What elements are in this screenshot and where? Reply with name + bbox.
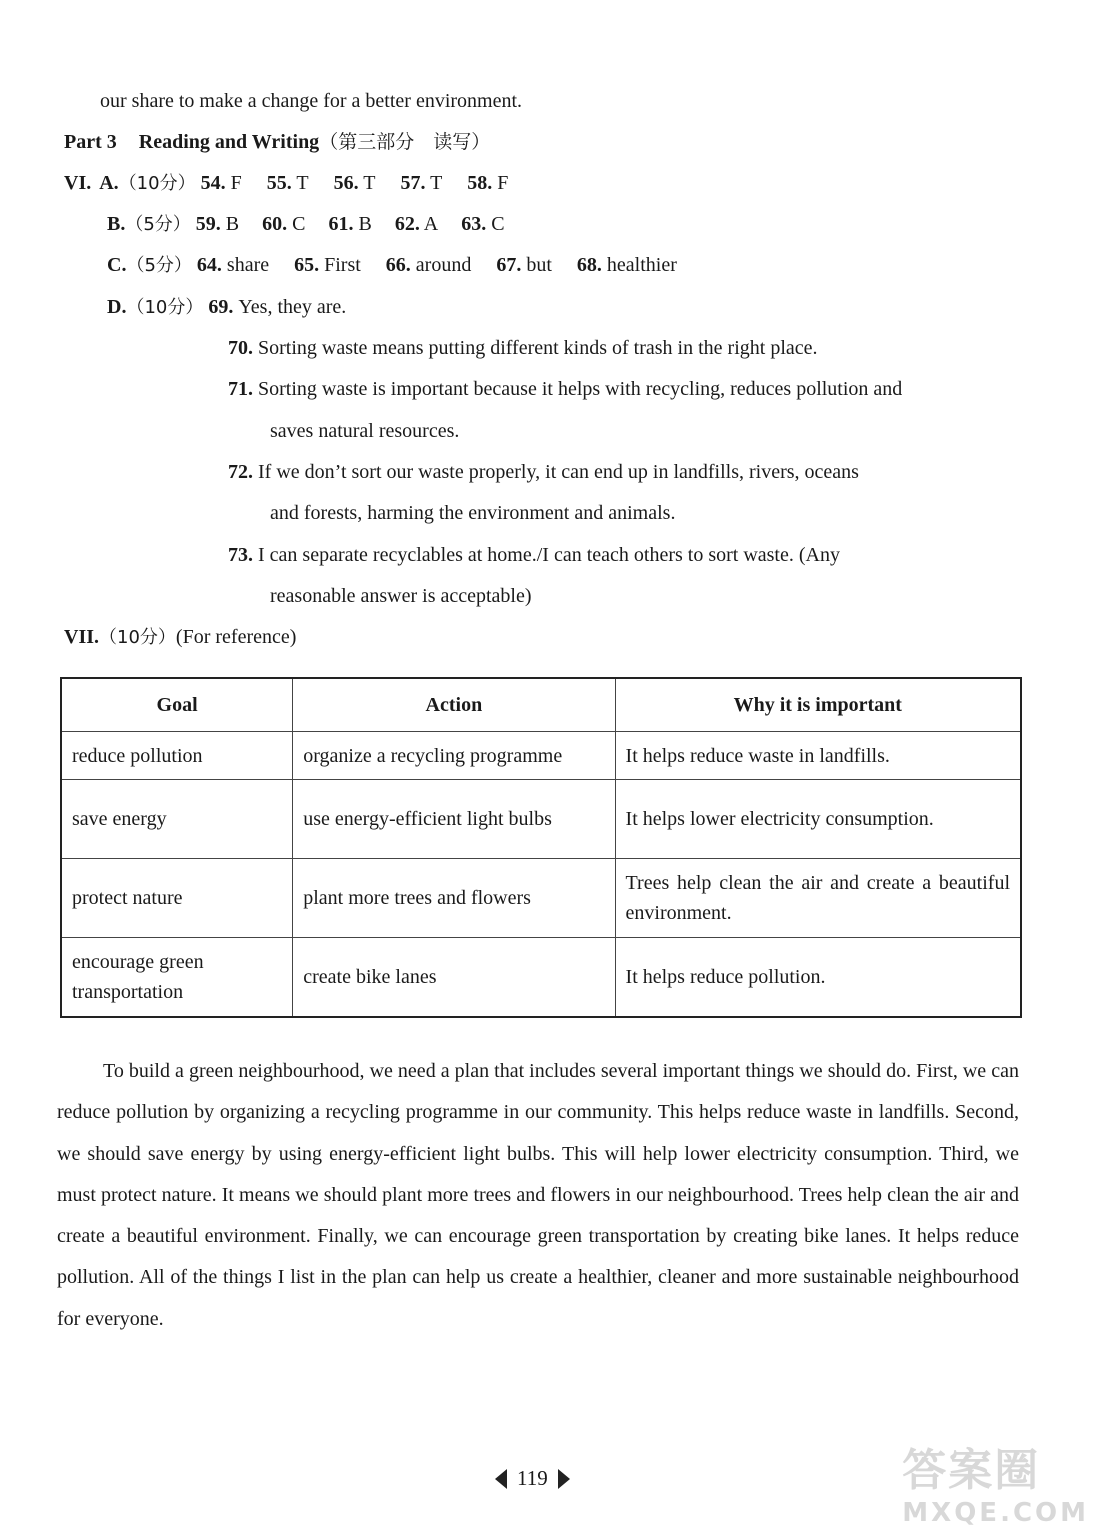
table-row [61,732,1021,780]
vi-d-label: D. [107,296,127,318]
answer-num: 71. [228,378,253,400]
answer-num: 60. [262,213,288,235]
page-number [495,1466,570,1491]
table-cell: plant more trees and flowers [293,859,615,938]
answer-num: 66. [385,254,411,276]
answer-72 [228,460,859,484]
answer-num: 61. [328,213,354,235]
answer-text: Sorting waste is important because it helps with recycling, reduces pollution and [258,378,903,400]
table-cell: It helps lower electricity consumption. [615,780,1021,859]
answer-73-cont: reasonable answer is acceptable) [270,585,532,607]
answer-text: I can separate recyclables at home./I can teach others to sort waste. (Any [258,544,840,566]
section-vii-number: VII. [64,626,100,648]
watermark [902,1434,1089,1528]
answer-value: F [497,172,509,194]
answer-value: around [415,254,472,276]
part3-label: Part 3 [64,131,117,153]
model-essay [57,1051,1019,1340]
answer-value: B [358,213,372,235]
essay-paragraph: To build a green neighbourhood, we need a plan that includes several important things we should do. First, we can reduce pollution by organizing a recycling programme in our community. This helps reduce waste in landfills. Second, we should save energy by using energy-efficient light bulbs. This will help lower electricity consumption. Third, we must protect nature. It means we should plant more trees and flowers in our neighbourhood. Trees help clean the air and create a beautiful environment. Finally, we can encourage green transportation by creating bike lanes. It helps reduce pollution. All of the things I list in the plan can help us create a healthier, cleaner and more sustainable neighbourhood for everyone. [57,1060,1019,1330]
answer-num: 56. [333,172,359,194]
answer-value: First [324,254,361,276]
answer-num: 73. [228,544,253,566]
answer-value: T [296,172,309,194]
triangle-right-icon [558,1469,570,1489]
vi-c-label: C. [107,254,127,276]
table-header-row [61,678,1021,732]
answer-value: F [230,172,242,194]
answer-71 [228,377,902,401]
table-cell: It helps reduce pollution. [615,938,1021,1018]
answer-value: T [363,172,376,194]
answer-num: 62. [394,213,420,235]
answer-72-cont: and forests, harming the environment and animals. [270,502,676,524]
vii-score: （10分） [99,627,176,648]
answer-value: but [526,254,552,276]
section-vi-a [64,171,508,195]
section-vi-b [107,212,505,236]
table-row [61,938,1021,1018]
plan-table [60,677,1022,1018]
answer-num: 55. [266,172,292,194]
table-cell: create bike lanes [293,938,615,1018]
section-vi-d [107,295,346,319]
part3-cn: （第三部分 读写） [319,131,491,153]
answer-num: 57. [400,172,426,194]
table-cell: encourage green transportation [61,938,293,1018]
answer-value: C [292,213,306,235]
answer-value: share [226,254,270,276]
answer-num: 65. [294,254,320,276]
section-vi-c [107,253,677,277]
answer-num: 59. [195,213,221,235]
answer-70 [228,336,818,360]
part3-heading [64,130,490,154]
table-header: Why it is important [615,678,1021,732]
table-cell: reduce pollution [61,732,293,780]
answer-num: 54. [200,172,226,194]
vii-note: (For reference) [175,626,297,648]
vi-a-label: A. [99,172,119,194]
answer-73 [228,543,840,567]
page-number-text: 119 [517,1466,548,1490]
table-cell: use energy-efficient light bulbs [293,780,615,859]
part3-title: Reading and Writing [138,131,320,153]
table-header: Goal [61,678,293,732]
answer-text: If we don’t sort our waste properly, it can end up in landfills, rivers, oceans [258,461,859,483]
answer-text: Sorting waste means putting different kinds of trash in the right place. [258,337,818,359]
vi-a-score: （10分） [118,173,196,194]
section-vii [64,625,296,649]
vi-b-score: （5分） [125,214,191,235]
vi-b-label: B. [107,213,126,235]
triangle-left-icon [495,1469,507,1489]
vi-c-score: （5分） [126,255,192,276]
answer-value: A [423,213,439,235]
section-vi-number: VI. [64,172,92,194]
vi-d-score: （10分） [126,297,204,318]
table-cell: Trees help clean the air and create a beautiful environment. [615,859,1021,938]
answer-num: 68. [576,254,602,276]
answer-value: C [491,213,505,235]
answer-value: T [430,172,443,194]
answer-num: 64. [196,254,222,276]
answer-value: healthier [606,254,677,276]
watermark-url: MXQE.COM [902,1498,1089,1528]
answer-num: 69. [208,296,234,318]
answer-num: 58. [467,172,493,194]
answer-num: 70. [228,337,253,359]
watermark-logo: 答案圈 [902,1445,1041,1496]
answer-num: 72. [228,461,253,483]
answer-71-cont: saves natural resources. [270,420,460,442]
table-header: Action [293,678,615,732]
table-row [61,859,1021,938]
table-row [61,780,1021,859]
answer-text: Yes, they are. [238,296,347,318]
answer-value: B [225,213,240,235]
answer-num: 67. [496,254,522,276]
table-cell: save energy [61,780,293,859]
answer-num: 63. [461,213,487,235]
table-cell: protect nature [61,859,293,938]
table-cell: It helps reduce waste in landfills. [615,732,1021,780]
table-cell: organize a recycling programme [293,732,615,780]
continuation-line: our share to make a change for a better environment. [100,90,523,112]
